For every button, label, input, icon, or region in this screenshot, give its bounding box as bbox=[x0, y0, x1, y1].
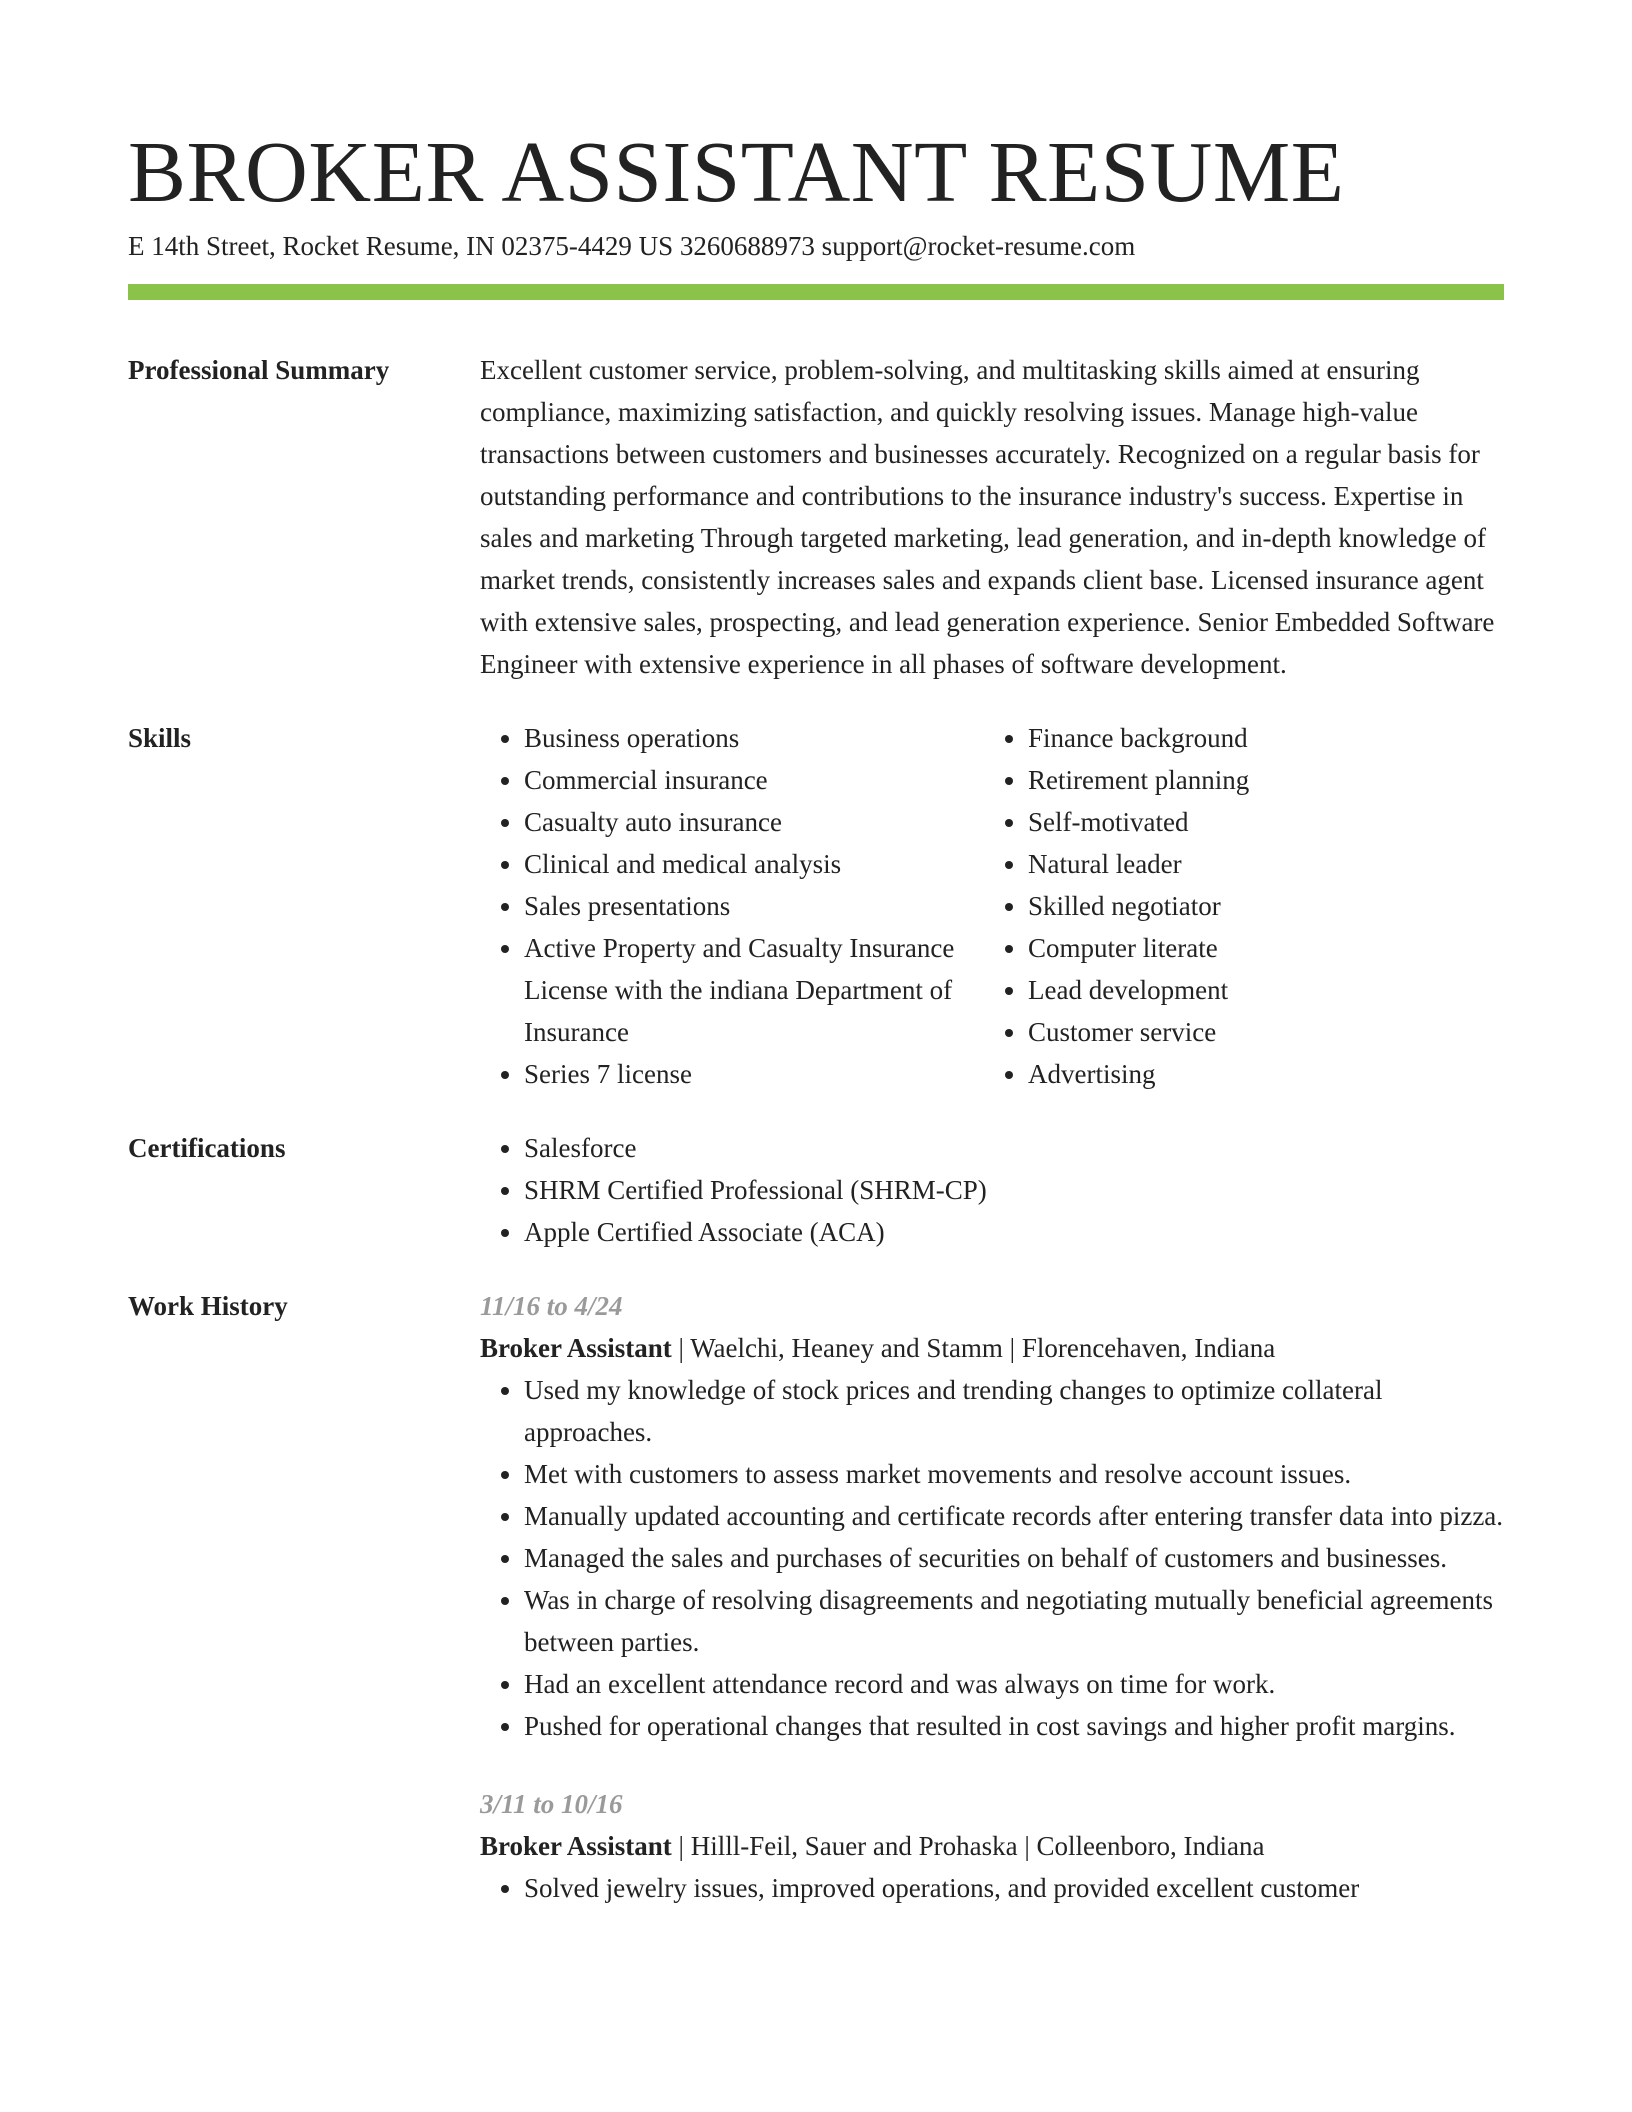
skill-item: • Computer literate bbox=[1028, 927, 1504, 969]
job-duty: • Pushed for operational changes that resulted in cost savings and higher profit margins. bbox=[524, 1705, 1504, 1747]
skills-list-right bbox=[984, 717, 1504, 1095]
skill-item: • Lead development bbox=[1028, 969, 1504, 1011]
job-duties-list bbox=[480, 1369, 1504, 1747]
job-duty: • Had an excellent attendance record and was always on time for work. bbox=[524, 1663, 1504, 1705]
job-entry bbox=[480, 1285, 1504, 1747]
job-heading bbox=[480, 1825, 1504, 1867]
certifications-section bbox=[128, 1127, 1504, 1253]
certification-item: • Salesforce bbox=[524, 1127, 1504, 1169]
skill-item: • Business operations bbox=[524, 717, 984, 759]
job-dates: 11/16 to 4/24 bbox=[480, 1291, 623, 1321]
job-duty: • Solved jewelry issues, improved operations, and provided excellent customer bbox=[524, 1867, 1504, 1909]
skill-item: • Self-motivated bbox=[1028, 801, 1504, 843]
skills-section bbox=[128, 717, 1504, 1095]
job-duty: • Met with customers to assess market movements and resolve account issues. bbox=[524, 1453, 1504, 1495]
job-duty: • Was in charge of resolving disagreements and negotiating mutually beneficial agreements between parties. bbox=[524, 1579, 1504, 1663]
work-history-section bbox=[128, 1285, 1504, 1909]
certification-item: • SHRM Certified Professional (SHRM-CP) bbox=[524, 1169, 1504, 1211]
skill-item: • Customer service bbox=[1028, 1011, 1504, 1053]
summary-section bbox=[128, 349, 1504, 685]
summary-text: Excellent customer service, problem-solving, and multitasking skills aimed at ensuring compliance, maximizing satisfaction, and quickly resolving issues. Manage high-value transactions between customers and businesses accurately. Recognized on a regular basis for outstanding performance and contributions to the insurance industry's success. Expertise in sales and marketing Through targeted marketing, lead generation, and in-depth knowledge of market trends, consistently increases sales and expands client base. Licensed insurance agent with extensive sales, prospecting, and lead generation experience. Senior Embedded Software Engineer with extensive experience in all phases of software development. bbox=[480, 355, 1495, 679]
skill-item: • Advertising bbox=[1028, 1053, 1504, 1095]
certification-item: • Apple Certified Associate (ACA) bbox=[524, 1211, 1504, 1253]
section-label-skills: Skills bbox=[128, 723, 192, 753]
section-label-work-history: Work History bbox=[128, 1291, 288, 1321]
job-duty: • Managed the sales and purchases of securities on behalf of customers and businesses. bbox=[524, 1537, 1504, 1579]
skill-item: • Active Property and Casualty Insurance License with the indiana Department of Insurance bbox=[524, 927, 984, 1053]
section-label-certifications: Certifications bbox=[128, 1133, 286, 1163]
skill-item: • Casualty auto insurance bbox=[524, 801, 984, 843]
skill-item: • Series 7 license bbox=[524, 1053, 984, 1095]
skill-item: • Clinical and medical analysis bbox=[524, 843, 984, 885]
job-duties-list bbox=[480, 1867, 1504, 1909]
job-dates: 3/11 to 10/16 bbox=[480, 1789, 623, 1819]
work-history-body bbox=[480, 1285, 1504, 1909]
job-employer-location: | Waelchi, Heaney and Stamm | Florencehaven, Indiana bbox=[671, 1333, 1276, 1363]
skills-list-left bbox=[480, 717, 984, 1095]
job-duty: • Manually updated accounting and certificate records after entering transfer data into pizza. bbox=[524, 1495, 1504, 1537]
job-title: Broker Assistant bbox=[480, 1333, 672, 1363]
job-employer-location: | Hilll-Feil, Sauer and Prohaska | Colleenboro, Indiana bbox=[671, 1831, 1265, 1861]
job-entry bbox=[480, 1783, 1504, 1909]
skill-item: • Commercial insurance bbox=[524, 759, 984, 801]
header-divider bbox=[128, 284, 1504, 300]
skill-item: • Finance background bbox=[1028, 717, 1504, 759]
skill-item: • Skilled negotiator bbox=[1028, 885, 1504, 927]
job-title: Broker Assistant bbox=[480, 1831, 672, 1861]
skill-item: • Retirement planning bbox=[1028, 759, 1504, 801]
certifications-list bbox=[480, 1127, 1504, 1253]
certifications-body bbox=[480, 1127, 1504, 1253]
skills-columns bbox=[480, 717, 1504, 1095]
page-title: BROKER ASSISTANT RESUME bbox=[128, 123, 1345, 220]
job-duty: • Used my knowledge of stock prices and trending changes to optimize collateral approaches. bbox=[524, 1369, 1504, 1453]
skill-item: • Sales presentations bbox=[524, 885, 984, 927]
contact-info: E 14th Street, Rocket Resume, IN 02375-4429 US 3260688973 support@rocket-resume.com bbox=[128, 231, 1136, 261]
section-label-summary: Professional Summary bbox=[128, 355, 390, 385]
job-heading bbox=[480, 1327, 1504, 1369]
skill-item: • Natural leader bbox=[1028, 843, 1504, 885]
